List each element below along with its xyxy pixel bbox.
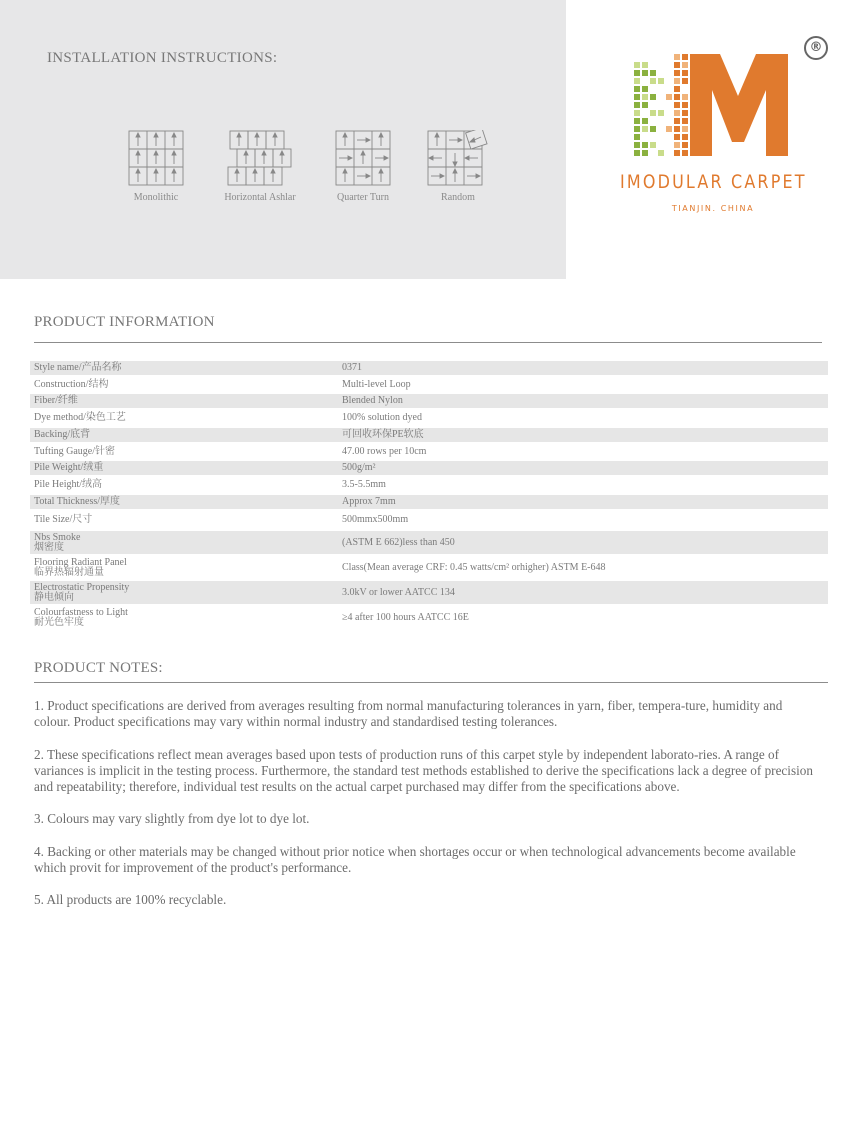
pattern-horizontal-ashlar	[210, 130, 310, 203]
spec-label-en: Electrostatic Propensity	[34, 581, 130, 593]
spec-label	[30, 558, 342, 578]
spec-label: Pile Height/绒高	[34, 479, 103, 490]
product-info-title: PRODUCT INFORMATION	[34, 314, 215, 330]
pattern-monolithic	[106, 130, 206, 203]
brand-logo	[620, 38, 830, 228]
spec-row	[30, 475, 828, 495]
spec-value: (ASTM E 662)less than 450	[342, 536, 455, 548]
spec-label: Dye method/染色工艺	[34, 412, 126, 423]
product-notes-title: PRODUCT NOTES:	[34, 660, 163, 676]
spec-value: 500g/m²	[342, 462, 376, 473]
spec-label	[30, 608, 342, 628]
spec-value: 可回收环保PE软底	[342, 429, 424, 440]
spec-table	[30, 361, 828, 631]
spec-value: Class(Mean average CRF: 0.45 watts/cm² orhigher) ASTM E-648	[342, 561, 606, 573]
spec-label-cn: 烟密度	[34, 541, 64, 553]
pattern-random	[408, 130, 508, 203]
spec-value: Approx 7mm	[342, 496, 396, 507]
pattern-label-horizontal-ashlar: Horizontal Ashlar	[224, 192, 296, 203]
pattern-label-quarter-turn: Quarter Turn	[337, 192, 389, 203]
spec-value: 3.5-5.5mm	[342, 479, 386, 490]
spec-label: Style name/产品名称	[34, 362, 122, 373]
installation-panel	[0, 0, 566, 279]
spec-label: Tile Size/尺寸	[34, 514, 93, 525]
spec-value: Multi-level Loop	[342, 378, 411, 390]
spec-row	[30, 554, 828, 581]
spec-value: 0371	[342, 362, 362, 373]
spec-label-en: Flooring Radiant Panel	[34, 556, 127, 568]
product-notes	[34, 698, 814, 925]
spec-row	[30, 442, 828, 461]
spec-row	[30, 428, 828, 442]
brand-city: TIANJIN. CHINA	[671, 204, 755, 213]
spec-label: Total Thickness/厚度	[34, 496, 121, 507]
spec-row	[30, 461, 828, 475]
note-item: 2. These specifications reflect mean averages based upon tests of production runs of this carpet style by independent laborato-ries. A range of variances is implicit in the testing process. Furthermore, the standard test methods established to derive the specifications lack a degree of precision and repeatability; therefore, individual test results on the actual carpet purchased may differ from the specifications above.	[34, 746, 813, 794]
horizontal-ashlar-pattern-icon	[227, 130, 293, 186]
note-item: 5. All products are 100% recyclable.	[34, 892, 227, 908]
logo-mark-icon	[620, 38, 810, 168]
random-pattern-icon	[427, 130, 489, 186]
spec-row	[30, 408, 828, 428]
spec-row	[30, 604, 828, 631]
spec-row	[30, 495, 828, 509]
spec-value: 3.0kV or lower AATCC 134	[342, 586, 455, 598]
spec-label	[30, 583, 342, 603]
spec-value: ≥4 after 100 hours AATCC 16E	[342, 611, 469, 623]
spec-row	[30, 375, 828, 394]
pattern-label-monolithic: Monolithic	[133, 192, 179, 203]
spec-label: Backing/底背	[34, 429, 91, 440]
spec-row	[30, 361, 828, 375]
registered-mark: ®	[804, 36, 828, 60]
spec-label: Construction/结构	[34, 378, 109, 390]
spec-label-cn: 临界热辐射通量	[34, 566, 104, 578]
spec-label-cn: 静电倾向	[34, 591, 74, 603]
note-item: 1. Product specifications are derived from averages resulting from normal manufacturing tolerances in yarn, fiber, tempera-ture, humidity and colour. Product specifications may vary within normal industry and standardised testing tolerances.	[34, 698, 783, 730]
spec-label: Tufting Gauge/针密	[34, 445, 116, 457]
spec-label: Pile Weight/绒重	[34, 462, 104, 473]
installation-title: INSTALLATION INSTRUCTIONS:	[47, 50, 278, 66]
spec-value: 500mmx500mm	[342, 514, 409, 525]
spec-value: Blended Nylon	[342, 395, 403, 406]
note-item: 4. Backing or other materials may be changed without prior notice when shortages occur or when technological advancements become available which provit for improvement of the product's performance.	[34, 843, 796, 875]
spec-value: 47.00 rows per 10cm	[342, 445, 427, 457]
spec-label-en: Colourfastness to Light	[34, 606, 128, 618]
product-notes-divider	[34, 682, 828, 683]
pattern-label-random: Random	[441, 192, 475, 203]
spec-row	[30, 509, 828, 531]
spec-label: Fiber/纤维	[34, 395, 78, 406]
product-info-divider	[34, 342, 822, 343]
spec-value: 100% solution dyed	[342, 412, 422, 423]
spec-row	[30, 531, 828, 554]
pattern-quarter-turn	[313, 130, 413, 203]
spec-row	[30, 581, 828, 604]
spec-label-cn: 耐光色牢度	[34, 616, 84, 628]
note-item: 3. Colours may vary slightly from dye lot to dye lot.	[34, 811, 310, 827]
brand-name: IMODULAR CARPET	[620, 171, 807, 193]
spec-label	[30, 533, 342, 553]
spec-row	[30, 394, 828, 408]
spec-label-en: Nbs Smoke	[34, 531, 81, 543]
quarter-turn-pattern-icon	[335, 130, 391, 186]
monolithic-pattern-icon	[128, 130, 184, 186]
